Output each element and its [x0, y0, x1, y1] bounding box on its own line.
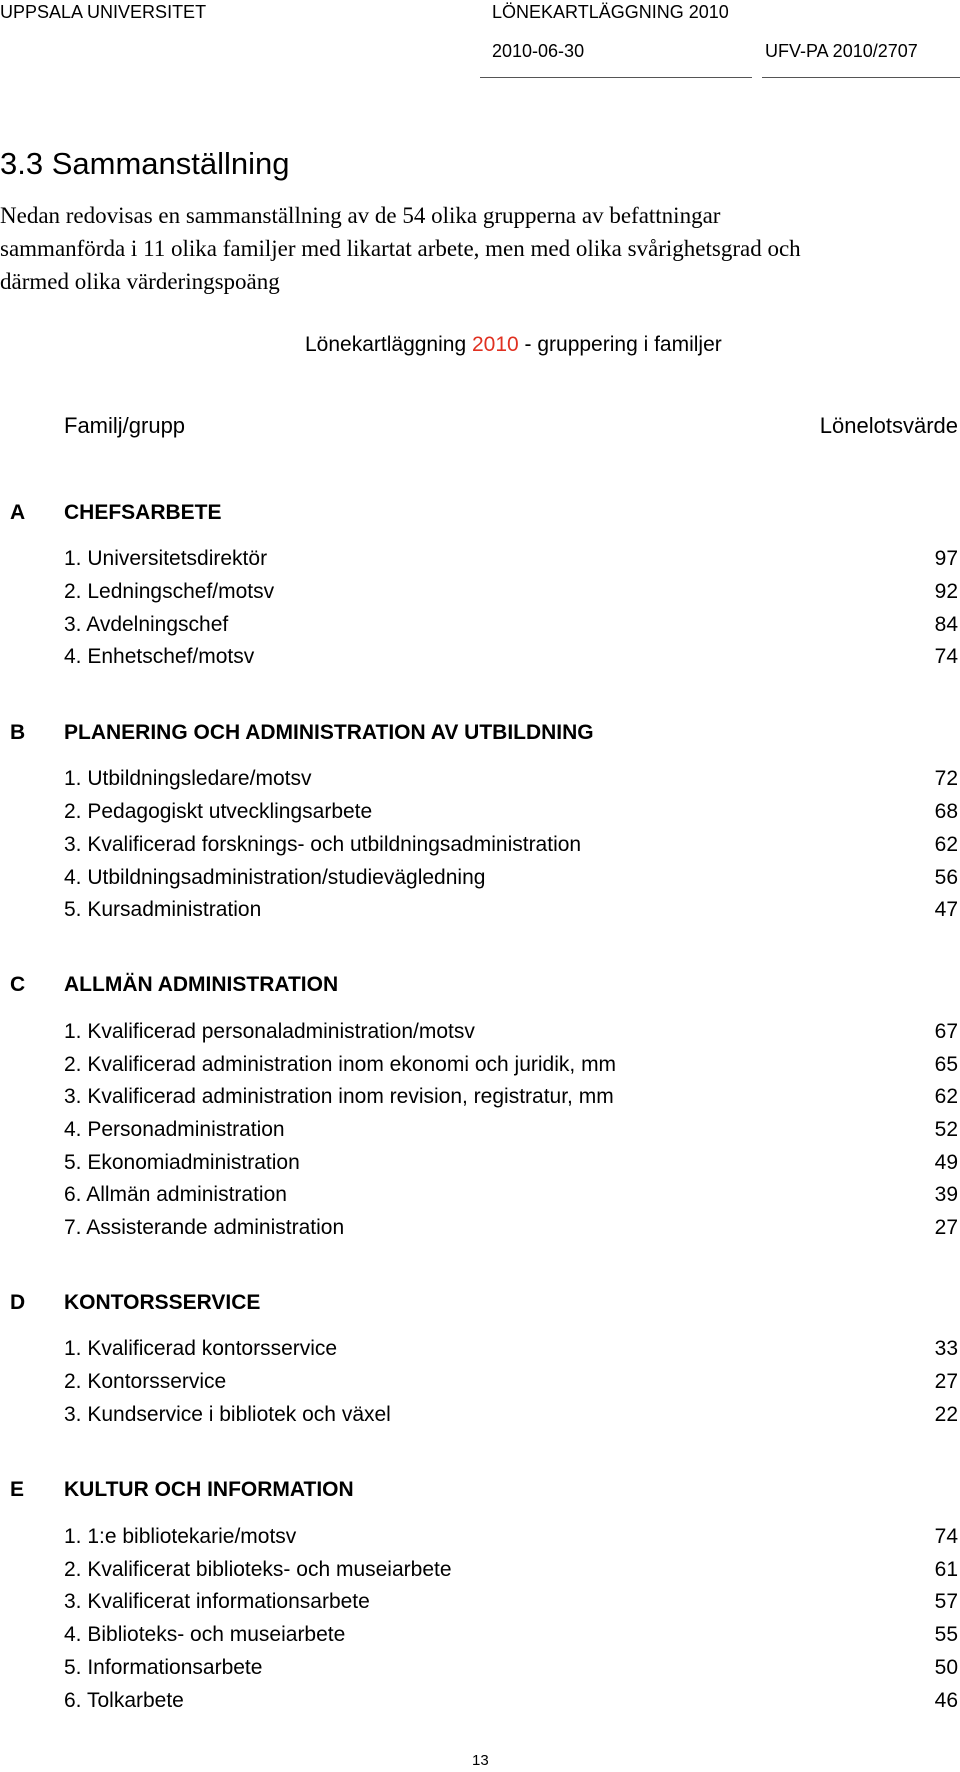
- header-university: UPPSALA UNIVERSITET: [0, 2, 207, 22]
- family-name: PLANERING OCH ADMINISTRATION AV UTBILDNING: [64, 721, 594, 744]
- header-date: 2010-06-30: [492, 41, 585, 61]
- group-value: 22: [934, 1403, 958, 1426]
- family-letter: A: [10, 501, 26, 524]
- group-label: 1. Universitetsdirektör: [64, 547, 268, 570]
- group-value: 33: [934, 1337, 958, 1360]
- group-value: 84: [934, 613, 958, 636]
- group-value: 62: [934, 833, 958, 856]
- column-header-family: Familj/grupp: [64, 413, 186, 438]
- group-value: 50: [934, 1656, 958, 1679]
- group-label: 2. Kontorsservice: [64, 1370, 227, 1393]
- table-title: [305, 333, 722, 357]
- group-value: 27: [934, 1216, 958, 1239]
- header-ref: UFV-PA 2010/2707: [765, 41, 918, 61]
- group-label: 3. Kundservice i bibliotek och växel: [64, 1403, 391, 1426]
- intro-line: sammanförda i 11 olika familjer med likartat arbete, men med olika svårighetsgrad och: [0, 236, 801, 261]
- group-label: 5. Informationsarbete: [64, 1656, 263, 1679]
- group-label: 4. Personadministration: [64, 1118, 285, 1141]
- family-letter: B: [10, 721, 26, 744]
- group-label: 6. Tolkarbete: [64, 1689, 184, 1712]
- family-letter: C: [10, 973, 26, 996]
- page-number: 13: [472, 1752, 489, 1769]
- group-label: 2. Pedagogiskt utvecklingsarbete: [64, 800, 373, 823]
- intro-paragraph: [0, 199, 960, 298]
- table-title-year: 2010: [471, 333, 519, 356]
- group-label: 2. Kvalificerad administration inom ekonomi och juridik, mm: [64, 1053, 617, 1076]
- table-title-suffix: - gruppering i familjer: [518, 333, 722, 356]
- header-divider-right: [762, 77, 960, 78]
- group-label: 3. Kvalificerat informationsarbete: [64, 1590, 370, 1613]
- section-title: 3.3 Sammanställning: [0, 146, 290, 181]
- family-name: ALLMÄN ADMINISTRATION: [64, 973, 339, 996]
- family-letter: E: [10, 1478, 25, 1501]
- group-label: 4. Biblioteks- och museiarbete: [64, 1623, 346, 1646]
- group-value: 74: [934, 1525, 958, 1548]
- family-name: CHEFSARBETE: [64, 501, 222, 524]
- group-label: 1. Kvalificerad personaladministration/motsv: [64, 1020, 475, 1043]
- group-label: 3. Avdelningschef: [64, 613, 229, 636]
- group-label: 7. Assisterande administration: [64, 1216, 345, 1239]
- group-label: 3. Kvalificerad forsknings- och utbildningsadministration: [64, 833, 582, 856]
- group-label: 5. Ekonomiadministration: [64, 1151, 300, 1174]
- group-value: 74: [934, 645, 958, 668]
- group-value: 61: [934, 1558, 958, 1581]
- group-value: 47: [934, 898, 958, 921]
- group-value: 97: [934, 547, 958, 570]
- intro-line: Nedan redovisas en sammanställning av de 54 olika grupperna av befattningar: [0, 203, 721, 228]
- family-name: KULTUR OCH INFORMATION: [64, 1478, 354, 1501]
- group-value: 27: [934, 1370, 958, 1393]
- group-value: 92: [934, 580, 958, 603]
- group-label: 2. Ledningschef/motsv: [64, 580, 275, 603]
- group-value: 72: [934, 767, 958, 790]
- group-label: 4. Enhetschef/motsv: [64, 645, 255, 668]
- family-name: KONTORSSERVICE: [64, 1291, 261, 1314]
- group-label: 5. Kursadministration: [64, 898, 262, 921]
- group-label: 1. Kvalificerad kontorsservice: [64, 1337, 338, 1360]
- column-header-value: Lönelotsvärde: [819, 413, 958, 438]
- table-title-prefix: Lönekartläggning: [305, 333, 472, 356]
- group-value: 57: [934, 1590, 958, 1613]
- family-letter: D: [10, 1291, 26, 1314]
- intro-line: därmed olika värderingspoäng: [0, 269, 280, 294]
- group-label: 2. Kvalificerat biblioteks- och museiarbete: [64, 1558, 452, 1581]
- group-label: 3. Kvalificerad administration inom revision, registratur, mm: [64, 1085, 614, 1108]
- group-value: 68: [934, 800, 958, 823]
- group-value: 56: [934, 866, 958, 889]
- group-value: 39: [934, 1183, 958, 1206]
- group-label: 4. Utbildningsadministration/studievägledning: [64, 866, 486, 889]
- group-label: 1. Utbildningsledare/motsv: [64, 767, 312, 790]
- group-value: 49: [934, 1151, 958, 1174]
- group-value: 55: [934, 1623, 958, 1646]
- group-value: 65: [934, 1053, 958, 1076]
- group-value: 62: [934, 1085, 958, 1108]
- header-divider-left: [480, 77, 752, 78]
- group-label: 1. 1:e bibliotekarie/motsv: [64, 1525, 297, 1548]
- group-label: 6. Allmän administration: [64, 1183, 287, 1206]
- group-value: 67: [934, 1020, 958, 1043]
- group-value: 46: [934, 1689, 958, 1712]
- group-value: 52: [934, 1118, 958, 1141]
- header-report: LÖNEKARTLÄGGNING 2010: [492, 2, 729, 22]
